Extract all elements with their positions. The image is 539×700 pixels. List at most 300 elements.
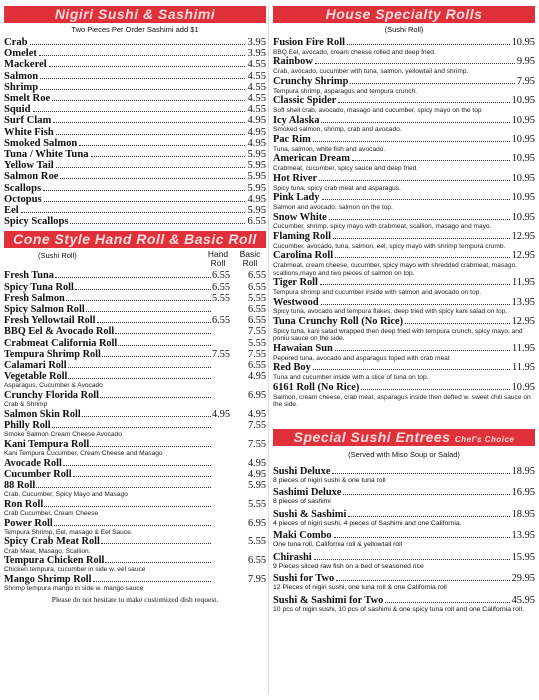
- specialty-subtitle: (Sushi Roll): [384, 25, 424, 34]
- basic-roll-price: 5.55: [247, 292, 266, 304]
- item-price: 12.95: [511, 230, 535, 242]
- item-price: 4.55: [247, 93, 266, 105]
- dot-leader: [338, 95, 509, 103]
- item-name: Tuna / White Tuna: [4, 149, 89, 161]
- item-name: Salmon Roe: [4, 171, 59, 183]
- item-description: Tempura Shrimp, Eel, masago & Eel Sauce.: [4, 528, 133, 536]
- item-name: Yellow Tail: [4, 160, 54, 172]
- menu-item: [4, 536, 266, 547]
- dot-leader: [52, 420, 211, 428]
- dot-leader: [44, 499, 211, 507]
- entrees-title: Special Sushi Entrees: [293, 428, 451, 445]
- hand-roll-banner: Cone Style Hand Roll & Basic Roll: [4, 231, 266, 248]
- menu-item: [4, 499, 266, 510]
- menu-item: [273, 153, 535, 165]
- item-price: 4.55: [247, 104, 266, 116]
- dot-leader: [343, 487, 509, 495]
- dot-leader: [40, 71, 245, 79]
- item-name: Vegetable Roll: [4, 371, 68, 383]
- item-name: Pink Lady: [273, 192, 320, 204]
- item-price: 10.95: [511, 381, 535, 393]
- item-name: 88 Roll: [4, 480, 36, 492]
- item-price: 11.95: [512, 343, 535, 355]
- dot-leader: [385, 595, 509, 603]
- hand-roll-price: 6.55: [212, 281, 231, 293]
- entrees-list: [273, 466, 535, 615]
- specialty-banner: House Specialty Rolls: [273, 6, 535, 23]
- item-price: 10.95: [511, 114, 535, 126]
- item-name: Shrimp: [4, 81, 39, 93]
- menu-item: [273, 173, 535, 185]
- item-name: Cucumber Roll: [4, 468, 72, 480]
- item-price: 4.95: [247, 115, 266, 127]
- item-name: Calamari Roll: [4, 360, 67, 372]
- menu-item: [4, 574, 266, 585]
- dot-leader: [335, 250, 509, 258]
- item-name: Red Boy: [273, 362, 311, 374]
- menu-item: [4, 420, 266, 431]
- item-price: 10.95: [511, 37, 535, 48]
- item-name: Spicy Salmon Roll: [4, 304, 85, 316]
- item-price: 15.95: [511, 551, 535, 563]
- dot-leader: [352, 153, 510, 161]
- item-name: Salmon: [4, 70, 39, 82]
- menu-item: [273, 595, 535, 606]
- menu-item: [4, 183, 266, 194]
- menu-item: [273, 277, 535, 289]
- item-name: Hot River: [273, 172, 318, 184]
- specialty-list: [273, 37, 535, 409]
- basic-roll-price: 6.55: [247, 281, 266, 293]
- dot-leader: [320, 277, 510, 285]
- hand-roll-price: 4.95: [212, 408, 231, 420]
- dot-leader: [361, 382, 509, 390]
- item-name: Sushi & Sashimi: [273, 508, 347, 520]
- item-name: Crab: [4, 37, 28, 48]
- menu-item: [4, 82, 266, 93]
- dot-leader: [52, 93, 245, 101]
- entrees-banner: [273, 429, 535, 446]
- item-name: Sashimi Deluxe: [273, 487, 342, 499]
- item-price: 10.95: [511, 211, 535, 223]
- item-name: Octopus: [4, 193, 42, 205]
- item-description: Salmon and avocado, salmon on the top.: [273, 203, 393, 211]
- basic-roll-price: 5.95: [247, 480, 266, 492]
- basic-roll-price: 4.95: [247, 371, 266, 383]
- menu-item: [4, 282, 266, 293]
- menu-item: [273, 95, 535, 107]
- item-name: White Fish: [4, 126, 54, 138]
- item-name: Mackerel: [4, 59, 47, 71]
- menu-item: [273, 37, 535, 49]
- dot-leader: [335, 343, 510, 351]
- dot-leader: [115, 326, 211, 334]
- menu-item: [273, 297, 535, 309]
- basic-roll-price: 6.55: [247, 315, 266, 327]
- menu-item: [4, 59, 266, 70]
- customize-note: Please do not hesitate to make customized dish request.: [51, 594, 219, 604]
- item-price: 13.95: [511, 530, 535, 542]
- item-name: Eel: [4, 205, 19, 217]
- dot-leader: [350, 76, 514, 84]
- menu-item: [4, 458, 266, 469]
- dot-leader: [79, 138, 245, 146]
- item-name: Tempura Shrimp Roll: [4, 348, 101, 360]
- dot-leader: [60, 171, 245, 179]
- item-description: Kani Tempura Cucumber, Cream Cheese and Masago: [4, 450, 163, 458]
- menu-item: [273, 192, 535, 204]
- nigiri-subtitle: Two Pieces Per Order Sashimi add $1: [71, 25, 199, 34]
- item-description: 9 Pieces sliced raw fish on a bed of seasoned rice: [273, 562, 424, 570]
- dot-leader: [319, 173, 509, 181]
- menu-item: [4, 270, 266, 281]
- item-name: Fresh Tuna: [4, 270, 54, 282]
- item-name: Flaming Roll: [273, 230, 332, 242]
- item-description: Spicy tuna, avocado and tempura flakes, deep tried with spicy kani salad on top.: [273, 308, 508, 316]
- dot-leader: [97, 315, 211, 323]
- item-name: Sushi Deluxe: [273, 465, 331, 477]
- item-name: Crunchy Shrimp: [273, 75, 349, 87]
- item-price: 4.95: [247, 126, 266, 138]
- item-description: Pepered tuna, avocado and asparagus toped with crab meat: [273, 354, 450, 362]
- item-price: 12.95: [511, 316, 535, 328]
- dot-leader: [73, 469, 211, 477]
- dot-leader: [56, 127, 246, 135]
- dot-leader: [315, 56, 515, 64]
- item-name: Power Roll: [4, 517, 53, 529]
- item-name: Classic Spider: [273, 95, 337, 107]
- menu-item: [273, 509, 535, 520]
- item-name: Carolina Roll: [273, 250, 334, 262]
- dot-leader: [101, 536, 211, 544]
- dot-leader: [54, 518, 211, 526]
- item-description: 12 Pieces of nigiri sushi, one tuna roll & one California roll: [273, 584, 447, 592]
- menu-item: [273, 212, 535, 224]
- item-name: Avocade Roll: [4, 457, 62, 469]
- menu-item: [4, 555, 266, 566]
- item-price: 18.95: [511, 508, 535, 520]
- dot-leader: [321, 115, 509, 123]
- item-description: Shrimp tempura mango in side w. mango sauce: [4, 585, 144, 593]
- item-name: Chirashi: [273, 551, 312, 563]
- nigiri-list: [4, 37, 266, 227]
- item-description: Smoke Salmon Cream Cheese Avocado: [4, 431, 122, 439]
- item-description: 8 pieces of nigiri sushi & one tuna roll: [273, 476, 386, 484]
- item-price: 18.95: [511, 465, 535, 477]
- item-name: Philly Roll: [4, 420, 51, 432]
- basic-roll-price: 5.55: [247, 337, 266, 349]
- dot-leader: [68, 371, 211, 379]
- menu-item: [4, 409, 266, 420]
- item-price: 4.55: [247, 59, 266, 71]
- item-description: Soft shell crab, avocado, masago and cucumber, spicy mayo on the top: [273, 106, 482, 114]
- dot-leader: [333, 231, 510, 239]
- item-description: Crabmeat, cream cheese, cucumber, spicy mayo with shredded crabmeat, masago, scallions,mayo and two pieces of salmon on top.: [273, 262, 518, 277]
- dot-leader: [40, 82, 245, 90]
- menu-item: [273, 382, 535, 394]
- dot-leader: [30, 37, 246, 45]
- dot-leader: [39, 48, 246, 56]
- item-price: 11.95: [512, 277, 535, 289]
- item-description: Salmon, cream cheese, crab meat, asparagus inside then defted w. sweet chili sauce on the side.: [273, 393, 531, 409]
- basic-roll-price: 7.55: [247, 348, 266, 360]
- basic-roll-price: 7.55: [247, 438, 266, 450]
- item-description: Crab & Shrimp: [4, 401, 48, 409]
- item-name: Spicy Scallops: [4, 216, 69, 228]
- item-description: Crab, Cucumber, Spicy Mayo and Masago: [4, 491, 128, 499]
- right-column: [273, 6, 535, 616]
- item-price: 3.95: [247, 48, 266, 60]
- dot-leader: [68, 360, 211, 368]
- item-price: 13.95: [511, 296, 535, 308]
- menu-item: [4, 104, 266, 115]
- item-name: Spicy Tuna Roll: [4, 281, 74, 293]
- item-description: One tuna roll, California roll & yellowtail roll: [273, 541, 403, 549]
- dot-leader: [75, 282, 211, 290]
- item-price: 45.95: [511, 594, 535, 606]
- menu-item: [4, 160, 266, 171]
- hand-roll-price: 6.55: [212, 315, 231, 327]
- menu-item: [4, 93, 266, 104]
- dot-leader: [347, 37, 510, 45]
- dot-leader: [348, 509, 509, 517]
- item-name: Ron Roll: [4, 498, 44, 510]
- item-description: Crabmeat, cucumber, spicy sauce and deep fried.: [273, 165, 419, 173]
- dot-leader: [53, 115, 245, 123]
- item-name: Surf Clam: [4, 115, 52, 127]
- dot-leader: [91, 149, 246, 157]
- menu-item: [4, 48, 266, 59]
- basic-roll-price: 6.55: [247, 304, 266, 316]
- item-price: 29.95: [511, 573, 535, 585]
- item-description: 8 pieces of sashimi: [273, 498, 331, 506]
- item-name: Smoked Salmon: [4, 137, 78, 149]
- menu-item: [273, 316, 535, 328]
- menu-item: [4, 469, 266, 480]
- menu-item: [273, 573, 535, 584]
- dot-leader: [43, 183, 245, 191]
- basic-roll-price: 7.95: [247, 574, 266, 586]
- item-description: Chicken tempura, cucumber in side w. eel sauce: [4, 566, 146, 574]
- menu-item: [4, 71, 266, 82]
- dot-leader: [105, 555, 211, 563]
- item-name: Spicy Crab Meat Roll: [4, 536, 100, 548]
- basic-roll-price: 4.95: [247, 408, 266, 420]
- item-description: 4 pieces of nigiri sushi, 4 pieces of Sashimi and one California.: [273, 519, 462, 527]
- menu-item: [273, 56, 535, 68]
- item-price: 5.95: [247, 149, 266, 161]
- item-price: 4.55: [247, 70, 266, 82]
- item-name: American Dream: [273, 153, 350, 165]
- dot-leader: [33, 104, 246, 112]
- dot-leader: [21, 205, 246, 213]
- item-description: Crab Cucumber, Cream Cheese: [4, 510, 99, 518]
- item-name: Crunchy Florida Roll: [4, 390, 99, 402]
- dot-leader: [63, 458, 211, 466]
- item-name: Fresh Salmon: [4, 292, 65, 304]
- item-description: Tempura shrimp and cucumber inside with salmon and avocado on top.: [273, 289, 482, 297]
- item-price: 5.95: [247, 171, 266, 183]
- basic-roll-price: 6.55: [247, 555, 266, 567]
- item-price: 11.95: [512, 362, 535, 374]
- item-description: Cucumber, avocado, tuna, salmon, eel, spicy mayo with shrimp tempura crumb.: [273, 242, 506, 250]
- dot-leader: [332, 466, 509, 474]
- item-name: Tiger Roll: [273, 277, 318, 289]
- dot-leader: [55, 270, 211, 278]
- menu-item: [4, 518, 266, 529]
- menu-item: [273, 343, 535, 355]
- nigiri-banner: Nigiri Sushi & Sashimi: [4, 6, 266, 23]
- entrees-title-extra: Chef's Choice: [454, 434, 515, 444]
- basic-roll-price: 4.95: [247, 457, 266, 469]
- menu-item: [273, 76, 535, 88]
- menu-item: [4, 194, 266, 205]
- dot-leader: [313, 362, 510, 370]
- menu-item: [4, 371, 266, 382]
- item-description: Cucumber, shrimp, spicy mayo with crabmeat, scallion, masago and mayo.: [273, 223, 492, 231]
- item-price: 3.95: [247, 37, 266, 48]
- item-description: Tuna, salmon, white fish and avocado.: [273, 145, 386, 153]
- item-price: 4.95: [247, 137, 266, 149]
- dot-leader: [314, 552, 510, 560]
- menu-item: [4, 171, 266, 182]
- entrees-subtitle: (Served with Miso Soup or Salad): [348, 449, 460, 459]
- menu-item: [273, 362, 535, 374]
- item-price: 7.95: [516, 75, 535, 87]
- menu-item: [4, 138, 266, 149]
- item-price: 5.95: [247, 205, 266, 217]
- item-description: Crab Meat, Masago, Scallion.: [4, 547, 91, 555]
- dot-leader: [66, 293, 211, 301]
- basic-roll-price: 5.55: [247, 536, 266, 548]
- dot-leader: [93, 574, 211, 582]
- menu-item: [4, 480, 266, 491]
- basic-roll-col-label: Basic Roll: [239, 249, 261, 268]
- item-name: Mango Shrimp Roll: [4, 574, 92, 586]
- item-price: 4.55: [247, 81, 266, 93]
- hand-roll-price: 5.55: [212, 292, 231, 304]
- menu-item: [273, 487, 535, 498]
- menu-item: [273, 115, 535, 127]
- menu-item: [4, 216, 266, 227]
- dot-leader: [56, 160, 246, 168]
- basic-roll-price: 6.55: [247, 360, 266, 372]
- left-column: [4, 6, 266, 604]
- item-description: Tuna and cucumber inside with a slice of tuna on top.: [273, 374, 429, 382]
- menu-item: [4, 360, 266, 371]
- menu-item: [4, 390, 266, 401]
- item-name: Pac Rim: [273, 133, 311, 145]
- dot-leader: [329, 212, 510, 220]
- item-price: 10.95: [511, 192, 535, 204]
- item-name: Scallops: [4, 182, 42, 194]
- item-price: 16.95: [511, 487, 535, 499]
- hand-roll-list: [4, 270, 266, 592]
- item-price: 5.95: [247, 160, 266, 172]
- item-name: Kani Tempura Roll: [4, 438, 90, 450]
- item-name: Squid: [4, 104, 31, 116]
- dot-leader: [322, 192, 510, 200]
- item-name: Maki Combo: [273, 530, 332, 542]
- item-price: 9.95: [516, 56, 535, 68]
- hand-roll-subtitle: (Sushi Roll): [38, 251, 77, 261]
- item-price: 4.95: [247, 193, 266, 205]
- item-description: Tempura shrimp, asparagus and tempura crunch.: [273, 87, 418, 95]
- menu-item: [4, 293, 266, 304]
- dot-leader: [86, 304, 211, 312]
- menu-item: [273, 134, 535, 146]
- menu-item: [273, 250, 535, 262]
- menu-item: [273, 466, 535, 477]
- item-name: Tempura Chicken Roll: [4, 555, 105, 567]
- menu-item: [4, 338, 266, 349]
- basic-roll-price: 4.95: [247, 468, 266, 480]
- hand-roll-col-label: Hand Roll: [207, 249, 229, 268]
- item-name: Salmon Skin Roll: [4, 408, 81, 420]
- item-name: BBQ Eel & Avocado Roll: [4, 326, 115, 338]
- basic-roll-price: 6.95: [247, 390, 266, 402]
- hand-roll-header: [4, 250, 266, 267]
- menu-item: [4, 127, 266, 138]
- basic-roll-price: 7.55: [247, 326, 266, 338]
- item-price: 10.95: [511, 172, 535, 184]
- item-name: Westwood: [273, 296, 319, 308]
- item-name: Omelet: [4, 48, 37, 60]
- menu-item: [4, 149, 266, 160]
- menu-item: [273, 552, 535, 563]
- hand-roll-price: 7.55: [212, 348, 231, 360]
- item-name: Rainbow: [273, 56, 313, 68]
- item-description: Smoked salmon, shrimp, crab and avocado.: [273, 126, 402, 134]
- menu-item: [273, 530, 535, 541]
- dot-leader: [90, 439, 211, 447]
- item-name: Sushi for Two: [273, 573, 335, 585]
- menu-item: [4, 326, 266, 337]
- item-name: Sushi & Sashimi for Two: [273, 594, 384, 606]
- dot-leader: [336, 573, 509, 581]
- item-price: 6.55: [247, 216, 266, 228]
- dot-leader: [102, 349, 211, 357]
- item-name: Snow White: [273, 211, 327, 223]
- dot-leader: [82, 409, 211, 417]
- menu-item: [273, 231, 535, 243]
- dot-leader: [321, 297, 510, 305]
- menu-item: [4, 205, 266, 216]
- menu-item: [4, 439, 266, 450]
- item-name: Fresh Yellowtail Roll: [4, 315, 96, 327]
- item-description: Asparagus, Cucumber & Avocado: [4, 382, 103, 390]
- item-price: 10.95: [511, 153, 535, 165]
- dot-leader: [334, 530, 510, 538]
- basic-roll-price: 7.55: [247, 420, 266, 432]
- item-name: Fusion Fire Roll: [273, 37, 345, 48]
- basic-roll-price: 6.95: [247, 517, 266, 529]
- item-description: Crab, avocado, cucumber with tuna, salmon, yellowtail and shrimp.: [273, 68, 469, 76]
- dot-leader: [313, 134, 510, 142]
- dot-leader: [36, 480, 211, 488]
- item-description: Spicy tuna, spicy crab meat and asparagus.: [273, 184, 401, 192]
- item-description: BBQ Eel, avocado, cream cheese rolled and deep fried.: [273, 48, 436, 56]
- menu-item: [4, 304, 266, 315]
- column-divider: [268, 6, 269, 694]
- hand-roll-price: 6.55: [212, 270, 231, 282]
- menu-item: [4, 315, 266, 326]
- dot-leader: [100, 390, 211, 398]
- item-description: Spicy tuna, kani salad wrapped then deep fried with tempura crunch, spicy mayo, and poniu sauce on the side.: [273, 327, 523, 343]
- item-name: 6161 Roll (No Rice): [273, 381, 360, 393]
- item-name: Hawaian Sun: [273, 343, 333, 355]
- basic-roll-price: 6.55: [247, 270, 266, 282]
